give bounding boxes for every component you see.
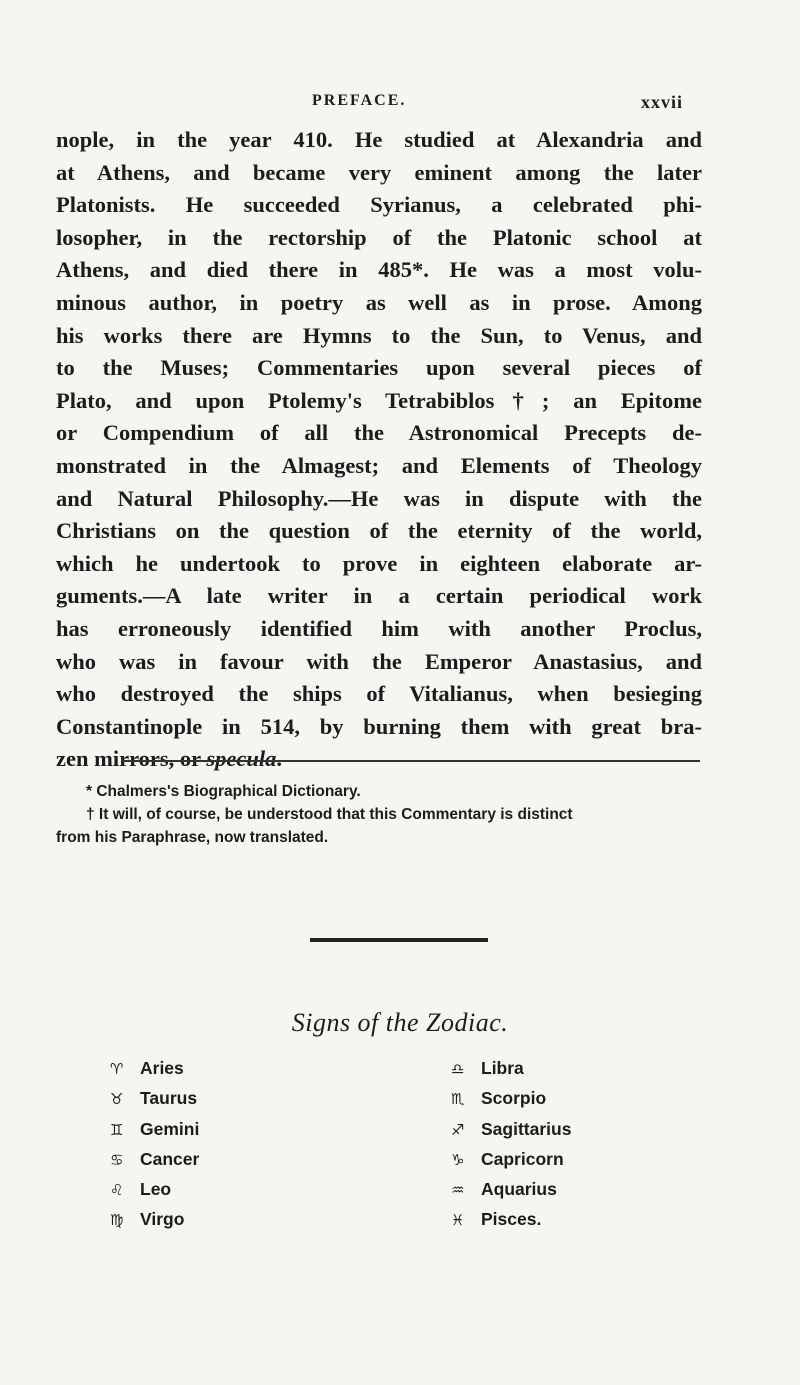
body-line: and Natural Philosophy.—He was in dispute with the bbox=[56, 485, 702, 511]
zodiac-sign-taurus bbox=[110, 1088, 199, 1118]
footnote-continuation: from his Paraphrase, now translated. bbox=[56, 829, 329, 846]
zodiac-sign-pisces bbox=[451, 1209, 571, 1239]
zodiac-sign-virgo bbox=[110, 1209, 199, 1239]
italic-term: specula bbox=[206, 746, 277, 772]
body-line: Platonists. He succeeded Syrianus, a celebrated phi- bbox=[56, 192, 702, 218]
zodiac-sign-cancer bbox=[110, 1149, 199, 1179]
body-text bbox=[56, 124, 702, 776]
section-divider bbox=[310, 938, 488, 942]
libra-icon: ♎︎ bbox=[451, 1060, 465, 1078]
cancer-icon: ♋︎ bbox=[110, 1150, 124, 1169]
body-line: who was in favour with the Emperor Anastasius, and bbox=[56, 648, 702, 674]
body-line: Constantinople in 514, by burning them with great bra- bbox=[56, 713, 702, 739]
zodiac-sign-gemini bbox=[110, 1119, 199, 1149]
body-line: at Athens, and became very eminent among the later bbox=[56, 159, 702, 185]
body-line: who destroyed the ships of Vitalianus, when besieging bbox=[56, 681, 702, 707]
zodiac-sign-sagittarius bbox=[451, 1119, 571, 1149]
zodiac-sign-name: Cancer bbox=[140, 1148, 200, 1169]
zodiac-column-right bbox=[451, 1058, 571, 1240]
zodiac-sign-name: Libra bbox=[481, 1058, 524, 1078]
zodiac-sign-name: Leo bbox=[140, 1179, 172, 1200]
aquarius-icon: ♒︎ bbox=[451, 1181, 465, 1200]
sagittarius-icon: ♐︎ bbox=[451, 1120, 465, 1139]
body-line: minous author, in poetry as well as in prose. Among bbox=[56, 289, 702, 315]
running-head bbox=[0, 92, 800, 116]
body-line: nople, in the year 410. He studied at Alexandria and bbox=[56, 127, 702, 152]
body-line: guments.—A late writer in a certain periodical work bbox=[56, 583, 702, 609]
body-last-text: zen mirrors, or bbox=[56, 746, 207, 772]
zodiac-column-left bbox=[110, 1058, 199, 1240]
zodiac-sign-name: Scorpio bbox=[481, 1088, 547, 1109]
body-line: which he undertook to prove in eighteen elaborate ar- bbox=[56, 550, 702, 576]
body-line: his works there are Hymns to the Sun, to Venus, and bbox=[56, 322, 702, 348]
virgo-icon: ♍︎ bbox=[110, 1211, 124, 1230]
capricorn-icon: ♑︎ bbox=[451, 1150, 465, 1169]
zodiac-sign-name: Aquarius bbox=[481, 1179, 557, 1200]
body-line: monstrated in the Almagest; and Elements of Theology bbox=[56, 452, 702, 478]
page-number: xxvii bbox=[641, 92, 684, 112]
body-line: has erroneously identified him with another Proclus, bbox=[56, 615, 702, 641]
footnote-commentary: † It will, of course, be understood that this Commentary is distinct bbox=[86, 806, 573, 823]
zodiac-sign-name: Taurus bbox=[140, 1088, 198, 1109]
body-line: or Compendium of all the Astronomical Precepts de- bbox=[56, 420, 702, 446]
zodiac-sign-name: Aries bbox=[140, 1058, 184, 1078]
body-line: losopher, in the rectorship of the Platonic school at bbox=[56, 224, 702, 250]
section-title: Signs of the Zodiac. bbox=[291, 1008, 509, 1037]
zodiac-sign-name: Capricorn bbox=[481, 1148, 564, 1169]
footnotes bbox=[56, 780, 706, 849]
body-line: Christians on the question of the eternity of the world, bbox=[56, 518, 702, 544]
zodiac-sign-name: Virgo bbox=[140, 1209, 185, 1230]
taurus-icon: ♉︎ bbox=[110, 1090, 124, 1109]
leo-icon: ♌︎ bbox=[110, 1181, 124, 1200]
zodiac-sign-capricorn bbox=[451, 1149, 571, 1179]
zodiac-sign-name: Gemini bbox=[140, 1118, 200, 1139]
gemini-icon: ♊︎ bbox=[110, 1120, 124, 1139]
scorpio-icon: ♏︎ bbox=[451, 1090, 465, 1109]
footnote-rule bbox=[122, 760, 700, 762]
pisces-icon: ♓︎ bbox=[451, 1211, 465, 1230]
zodiac-sign-aries bbox=[110, 1058, 199, 1088]
zodiac-sign-scorpio bbox=[451, 1088, 571, 1118]
footnote-chalmers: * Chalmers's Biographical Dictionary. bbox=[86, 783, 361, 800]
zodiac-sign-aquarius bbox=[451, 1179, 571, 1209]
zodiac-sign-leo bbox=[110, 1179, 199, 1209]
body-line: Plato, and upon Ptolemy's Tetrabiblos†; an Epitome bbox=[56, 387, 702, 413]
aries-icon: ♈︎ bbox=[110, 1060, 124, 1078]
running-head-title: PREFACE. bbox=[312, 92, 407, 109]
zodiac-sign-name: Pisces. bbox=[481, 1209, 542, 1230]
body-line: to the Muses; Commentaries upon several pieces of bbox=[56, 355, 702, 381]
zodiac-sign-name: Sagittarius bbox=[481, 1118, 572, 1139]
body-last-end: . bbox=[276, 746, 282, 772]
zodiac-sign-libra bbox=[451, 1058, 571, 1088]
body-line: Athens, and died there in 485*. He was a most volu- bbox=[56, 257, 702, 283]
